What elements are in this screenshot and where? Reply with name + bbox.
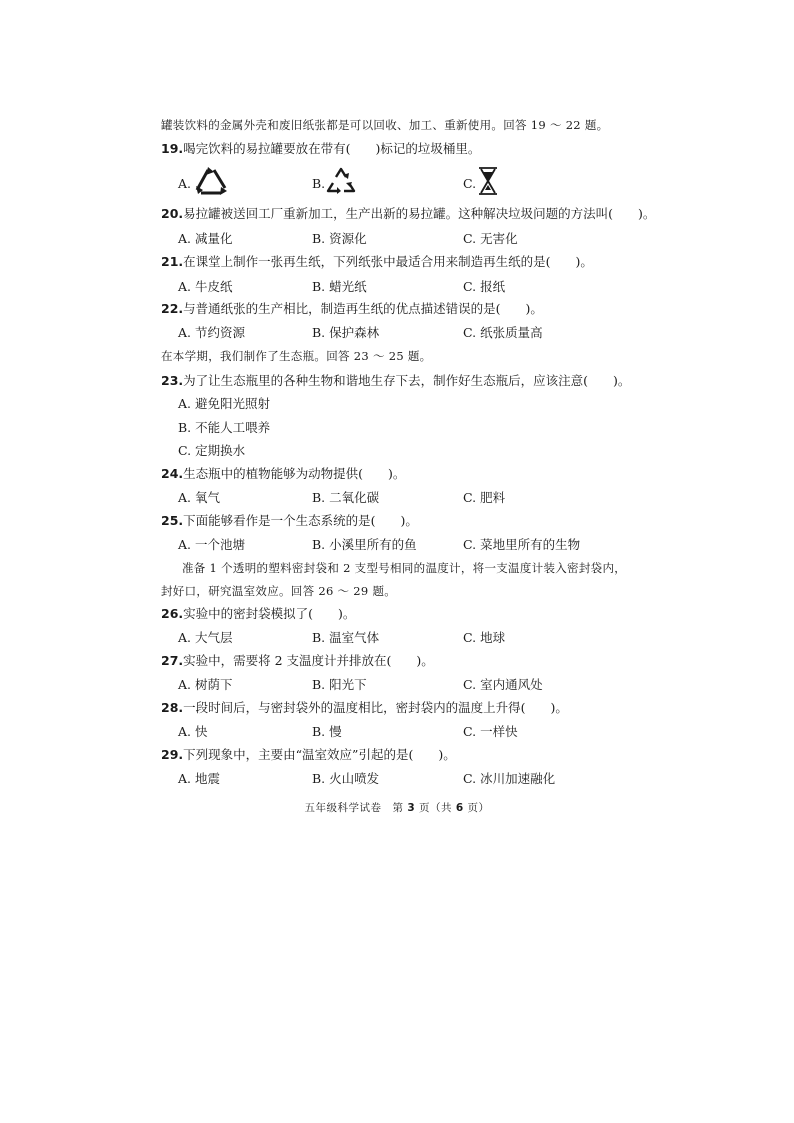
question-text: 在课堂上制作一张再生纸，下列纸张中最适合用来制造再生纸的是( )。 bbox=[183, 254, 593, 269]
option-a: A. 树荫下 bbox=[178, 677, 233, 692]
question-21 bbox=[161, 254, 593, 270]
question-number: 29. bbox=[161, 747, 184, 762]
option-b: B. 火山喷发 bbox=[312, 771, 380, 786]
intro-26-29-line2: 封好口，研究温室效应。回答 26 ～ 29 题。 bbox=[161, 584, 397, 598]
question-23 bbox=[161, 373, 630, 389]
footer-middle: 页（共 bbox=[415, 802, 456, 814]
option-c: C. 肥料 bbox=[463, 490, 506, 505]
question-text: 下列现象中，主要由“温室效应”引起的是( )。 bbox=[183, 747, 456, 762]
option-a: A. 氧气 bbox=[178, 490, 220, 505]
question-29 bbox=[161, 747, 456, 763]
question-number: 26. bbox=[161, 606, 184, 621]
question-number: 19. bbox=[161, 141, 184, 156]
question-25 bbox=[161, 513, 418, 529]
hourglass-icon bbox=[477, 166, 499, 196]
option-b: B. 不能人工喂养 bbox=[178, 420, 271, 435]
question-number: 20. bbox=[161, 206, 184, 221]
question-19 bbox=[161, 141, 480, 157]
option-a: A. 避免阳光照射 bbox=[178, 396, 270, 411]
question-22 bbox=[161, 301, 543, 317]
footer-page-number: 3 bbox=[407, 802, 416, 814]
option-c: C. 报纸 bbox=[463, 279, 506, 294]
question-number: 21. bbox=[161, 254, 184, 269]
question-text: 喝完饮料的易拉罐要放在带有( )标记的垃圾桶里。 bbox=[183, 141, 481, 156]
option-b: B. 慢 bbox=[312, 724, 342, 739]
intro-19-22: 罐装饮料的金属外壳和废旧纸张都是可以回收、加工、重新使用。回答 19 ～ 22 题。 bbox=[161, 118, 609, 132]
option-a: A. 地震 bbox=[178, 771, 220, 786]
question-text: 实验中，需要将 2 支温度计并排放在( )。 bbox=[183, 653, 434, 668]
option-a: A. 一个池塘 bbox=[178, 537, 245, 552]
question-number: 27. bbox=[161, 653, 184, 668]
option-b: B. 二氧化碳 bbox=[312, 490, 380, 505]
question-number: 25. bbox=[161, 513, 184, 528]
intro-26-29-line1: 准备 1 个透明的塑料密封袋和 2 支型号相同的温度计，将一支温度计装入密封袋内， bbox=[182, 561, 627, 575]
question-20 bbox=[161, 206, 655, 222]
question-number: 24. bbox=[161, 466, 184, 481]
question-24 bbox=[161, 466, 405, 482]
option-a: A. 减量化 bbox=[178, 231, 233, 246]
option-b: B. 小溪里所有的鱼 bbox=[312, 537, 417, 552]
recycle-arrows-icon bbox=[324, 165, 358, 196]
question-text: 与普通纸张的生产相比，制造再生纸的优点描述错误的是( )。 bbox=[183, 301, 543, 316]
question-26 bbox=[161, 606, 355, 622]
question-text: 为了让生态瓶里的各种生物和谐地生存下去，制作好生态瓶后，应该注意( )。 bbox=[183, 373, 631, 388]
option-c: C. 定期换水 bbox=[178, 443, 246, 458]
question-text: 易拉罐被送回工厂重新加工，生产出新的易拉罐。这种解决垃圾问题的方法叫( )。 bbox=[183, 206, 656, 221]
option-a: A. 快 bbox=[178, 724, 208, 739]
option-b: B. 温室气体 bbox=[312, 630, 380, 645]
option-c: C. 菜地里所有的生物 bbox=[463, 537, 581, 552]
option-c: C. 无害化 bbox=[463, 231, 518, 246]
question-27 bbox=[161, 653, 434, 669]
question-text: 实验中的密封袋模拟了( )。 bbox=[183, 606, 356, 621]
question-text: 下面能够看作是一个生态系统的是( )。 bbox=[183, 513, 418, 528]
option-a: A. 大气层 bbox=[178, 630, 233, 645]
intro-23-25: 在本学期，我们制作了生态瓶。回答 23 ～ 25 题。 bbox=[161, 349, 432, 363]
footer-total-pages: 6 bbox=[455, 802, 464, 814]
option-c: C. 地球 bbox=[463, 630, 506, 645]
question-number: 23. bbox=[161, 373, 184, 388]
option-c: C. 室内通风处 bbox=[463, 677, 543, 692]
option-b: B. 保护森林 bbox=[312, 325, 380, 340]
option-a: A. 牛皮纸 bbox=[178, 279, 233, 294]
question-number: 28. bbox=[161, 700, 184, 715]
option-a-label: A. bbox=[178, 176, 192, 191]
option-c: C. 纸张质量高 bbox=[463, 325, 543, 340]
option-c: C. 一样快 bbox=[463, 724, 518, 739]
recycle-triangle-icon bbox=[194, 166, 228, 196]
question-28 bbox=[161, 700, 568, 716]
question-text: 一段时间后，与密封袋外的温度相比，密封袋内的温度上升得( )。 bbox=[183, 700, 568, 715]
option-b-label: B. bbox=[312, 176, 326, 191]
option-b: B. 阳光下 bbox=[312, 677, 367, 692]
question-number: 22. bbox=[161, 301, 184, 316]
option-b: B. 资源化 bbox=[312, 231, 367, 246]
page-footer bbox=[0, 800, 794, 815]
question-text: 生态瓶中的植物能够为动物提供( )。 bbox=[183, 466, 406, 481]
footer-suffix: 页） bbox=[463, 802, 490, 814]
option-c-label: C. bbox=[463, 176, 477, 191]
footer-prefix: 五年级科学试卷 第 bbox=[304, 802, 408, 814]
option-a: A. 节约资源 bbox=[178, 325, 245, 340]
option-b: B. 蜡光纸 bbox=[312, 279, 367, 294]
option-c: C. 冰川加速融化 bbox=[463, 771, 556, 786]
